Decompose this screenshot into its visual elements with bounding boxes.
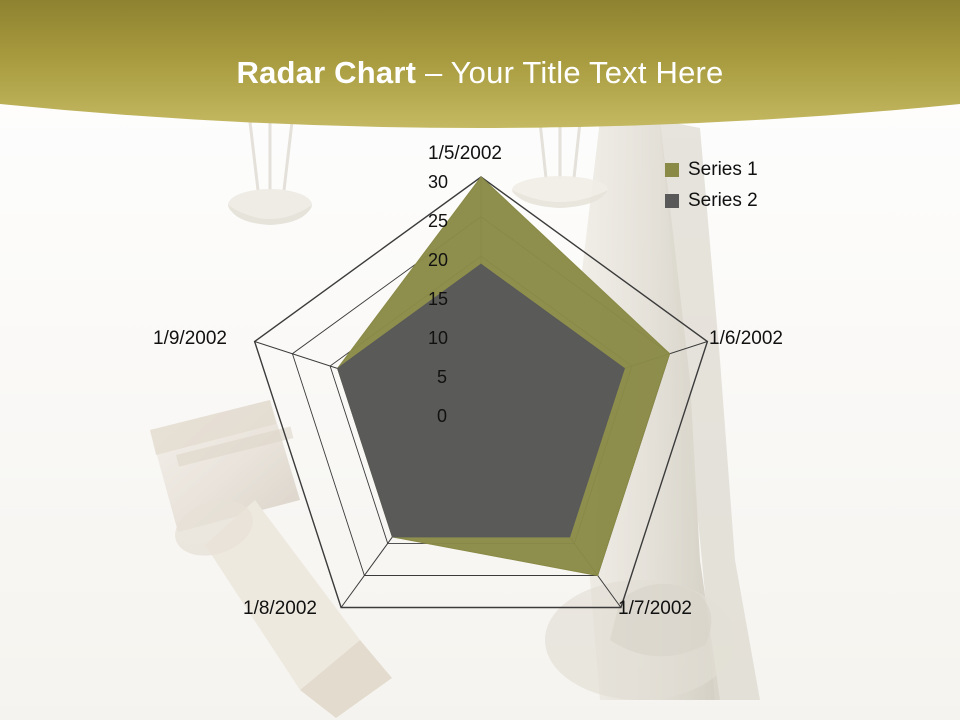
tick-label-5: 5 [437, 367, 448, 387]
legend-item-series-1[interactable] [665, 160, 758, 179]
legend-label-series-2: Series 2 [688, 190, 758, 211]
tick-label-25: 25 [428, 211, 449, 231]
tick-label-30: 30 [428, 172, 449, 192]
axis-label-category-3: 1/8/2002 [243, 598, 317, 619]
radar-series-shapes [338, 177, 670, 576]
chart-legend [665, 160, 758, 222]
tick-label-20: 20 [428, 250, 449, 270]
legend-item-series-2[interactable] [665, 191, 758, 210]
tick-label-0: 0 [437, 406, 448, 426]
legend-label-series-1: Series 1 [688, 159, 758, 180]
tick-label-10: 10 [428, 328, 449, 348]
tick-label-15: 15 [428, 289, 449, 309]
axis-label-category-0: 1/5/2002 [428, 143, 502, 164]
legend-swatch-series-2 [665, 194, 679, 208]
axis-label-category-1: 1/6/2002 [709, 328, 783, 349]
page-title-dash: – [416, 55, 451, 90]
axis-label-category-2: 1/7/2002 [618, 598, 692, 619]
axis-label-category-4: 1/9/2002 [153, 328, 227, 349]
page-title-strong: Radar Chart [236, 55, 417, 90]
legend-swatch-series-1 [665, 163, 679, 177]
page-title-light: Your Title Text Here [450, 55, 724, 90]
